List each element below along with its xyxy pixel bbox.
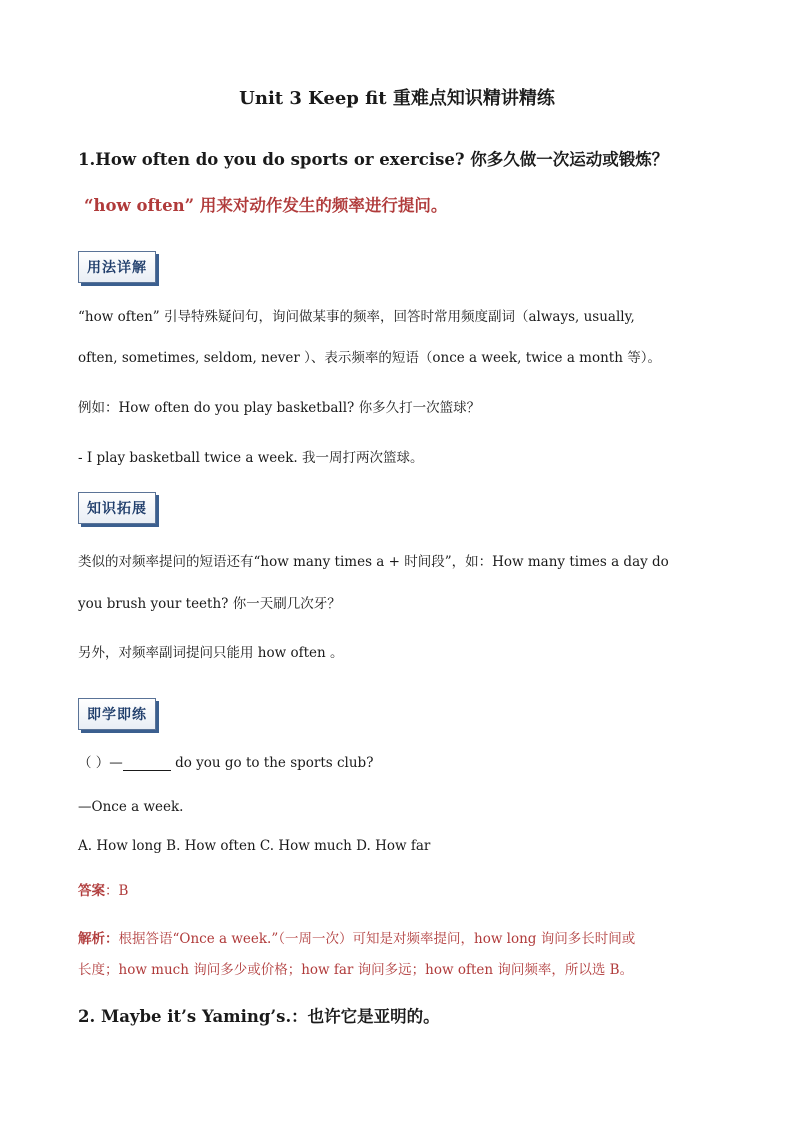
extend-label: 知识拓展 [78,492,156,524]
answer-value: ：B [105,883,129,899]
answer-label: 答案 [78,883,105,899]
how-often-note: “how often” 用来对动作发生的频率进行提问。 [84,196,448,215]
usage-label: 用法详解 [78,251,156,283]
practice-question [78,751,373,771]
analysis-label: 解析： [78,931,119,947]
example-question: 例如：How often do you play basketball? 你多久打一次篮球？ [78,400,481,416]
question-suffix: do you go to the sports club? [170,755,374,771]
usage-line-2: often, sometimes, seldom, never ）、表示频率的短语（once a week, twice a month 等）。 [78,350,661,366]
page-title: Unit 3 Keep fit 重难点知识精讲精练 [239,88,555,109]
practice-label: 即学即练 [78,698,156,730]
answer-blank [123,756,171,771]
section2-heading: 2. Maybe it’s Yaming’s.：也许它是亚明的。 [78,1007,440,1026]
extend-line-3: 另外，对频率副词提问只能用 how often 。 [78,645,344,661]
practice-reply: —Once a week. [78,799,184,815]
section1-heading: 1.How often do you do sports or exercise? 你多久做一次运动或锻炼？ [78,150,669,169]
extend-line-2: you brush your teeth? 你一天刷几次牙？ [78,596,341,612]
practice-options: A. How long B. How often C. How much D. How far [78,838,431,854]
usage-line-1: “how often” 引导特殊疑问句，询问做某事的频率，回答时常用频度副词（always, usually, [78,309,635,325]
question-prefix: （ ）— [78,755,123,771]
extend-line-1: 类似的对频率提问的短语还有“how many times a + 时间段”，如：How many times a day do [78,554,669,570]
example-answer: - I play basketball twice a week. 我一周打两次篮球。 [78,450,424,466]
analysis-line-2: 长度；how much 询问多少或价格；how far 询问多远；how often 询问频率，所以选 B。 [78,962,634,978]
answer-line [78,879,128,899]
analysis-text-1: 根据答语“Once a week.”（一周一次）可知是对频率提问，how long 询问多长时间或 [118,931,636,947]
analysis-line-1 [78,927,635,947]
